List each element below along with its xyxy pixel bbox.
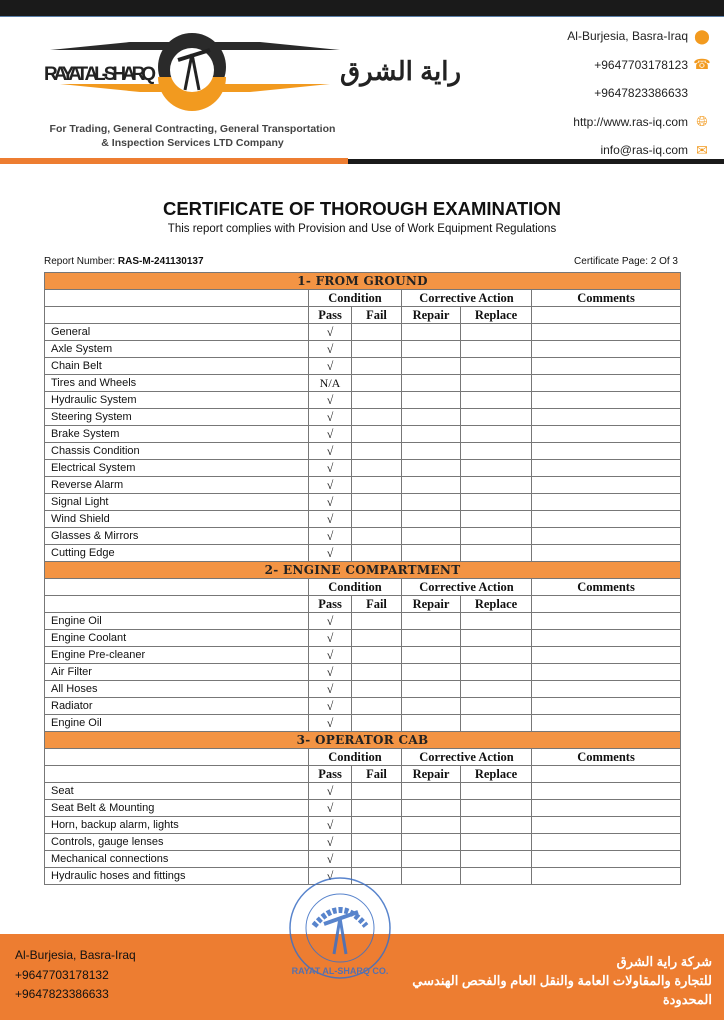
document-title: CERTIFICATE OF THOROUGH EXAMINATION (162, 198, 562, 219)
fail-cell (352, 817, 402, 834)
item-label: Seat Belt & Mounting (45, 800, 309, 817)
item-label: Signal Light (45, 494, 309, 511)
comments-cell (532, 392, 681, 409)
item-label: Seat (45, 783, 309, 800)
comments-header: Comments (532, 579, 681, 596)
item-label: Mechanical connections (45, 851, 309, 868)
contact-text: Al-Burjesia, Basra-Iraq (567, 29, 688, 44)
item-label: Glasses & Mirrors (45, 528, 309, 545)
fail-cell (352, 834, 402, 851)
repair-cell (402, 545, 461, 562)
repair-cell (402, 494, 461, 511)
examination-table (44, 272, 681, 885)
fail-cell (352, 324, 402, 341)
table-row (45, 375, 681, 392)
replace-cell (461, 868, 532, 885)
comments-header: Comments (532, 749, 681, 766)
comments-cell (532, 834, 681, 851)
company-logo (40, 22, 462, 122)
comments-cell (532, 426, 681, 443)
footer-address: Al-Burjesia, Basra-Iraq (15, 948, 136, 962)
pass-cell: √ (309, 324, 352, 341)
fail-header: Fail (352, 766, 402, 783)
repair-cell (402, 817, 461, 834)
table-row (45, 851, 681, 868)
replace-cell (461, 715, 532, 732)
footer-ar-line-1: شركة راية الشرق (616, 954, 712, 969)
contact-website[interactable] (567, 108, 710, 137)
contact-text: +9647823386633 (594, 86, 688, 101)
repair-cell (402, 834, 461, 851)
pass-cell: √ (309, 392, 352, 409)
comments-cell (532, 715, 681, 732)
repair-header: Repair (402, 596, 461, 613)
column-group-header-row (45, 290, 681, 307)
table-row (45, 834, 681, 851)
pass-cell: √ (309, 613, 352, 630)
header-contacts (567, 22, 710, 165)
footer-contacts (15, 946, 136, 1005)
replace-cell (461, 698, 532, 715)
replace-cell (461, 494, 532, 511)
comments-cell (532, 477, 681, 494)
item-label: Hydraulic System (45, 392, 309, 409)
repair-cell (402, 477, 461, 494)
fail-cell (352, 494, 402, 511)
pass-header: Pass (309, 766, 352, 783)
pass-cell: √ (309, 834, 352, 851)
fail-cell (352, 783, 402, 800)
comments-cell (532, 375, 681, 392)
svg-text:RAYAT AL-SHARQ: RAYAT AL-SHARQ (44, 64, 156, 85)
pass-cell: √ (309, 409, 352, 426)
replace-cell (461, 324, 532, 341)
comments-cell (532, 341, 681, 358)
table-row (45, 460, 681, 477)
blank-cell (45, 596, 309, 613)
pass-cell: √ (309, 664, 352, 681)
top-bar (0, 0, 724, 17)
comments-cell (532, 324, 681, 341)
table-row (45, 409, 681, 426)
fail-cell (352, 477, 402, 494)
item-label: Air Filter (45, 664, 309, 681)
comments-cell (532, 851, 681, 868)
replace-cell (461, 783, 532, 800)
repair-cell (402, 664, 461, 681)
pass-cell: √ (309, 851, 352, 868)
item-label: Cutting Edge (45, 545, 309, 562)
pass-cell: √ (309, 341, 352, 358)
column-header-row (45, 307, 681, 324)
section-header-row (45, 562, 681, 579)
item-label: Hydraulic hoses and fittings (45, 868, 309, 885)
table-row (45, 477, 681, 494)
repair-cell (402, 783, 461, 800)
table-row (45, 358, 681, 375)
column-group-header-row (45, 579, 681, 596)
email-link[interactable]: info@ras-iq.com (600, 143, 688, 158)
table-row (45, 783, 681, 800)
pass-cell: √ (309, 715, 352, 732)
table-row (45, 800, 681, 817)
repair-cell (402, 341, 461, 358)
fail-cell (352, 698, 402, 715)
repair-cell (402, 715, 461, 732)
footer-ar-line-3: المحدودة (662, 992, 712, 1007)
repair-cell (402, 851, 461, 868)
envelope-icon: ✉ (696, 141, 708, 158)
fail-cell (352, 800, 402, 817)
fail-cell (352, 528, 402, 545)
replace-cell (461, 613, 532, 630)
fail-cell (352, 851, 402, 868)
blank-cell (45, 766, 309, 783)
svg-text:RAYAT AL-SHARQ CO.: RAYAT AL-SHARQ CO. (291, 966, 389, 976)
pass-cell: √ (309, 443, 352, 460)
footer-ar-line-2: للتجارة والمقاولات العامة والنقل العام والفحص الهندسي (412, 973, 712, 988)
fail-cell (352, 715, 402, 732)
table-row (45, 324, 681, 341)
repair-cell (402, 358, 461, 375)
replace-cell (461, 341, 532, 358)
corrective-action-header: Corrective Action (402, 290, 532, 307)
repair-cell (402, 528, 461, 545)
repair-cell (402, 426, 461, 443)
pass-cell: √ (309, 783, 352, 800)
corrective-action-header: Corrective Action (402, 579, 532, 596)
location-pin-icon: ⬤ (694, 27, 710, 44)
blank-cell (532, 307, 681, 324)
table-row (45, 528, 681, 545)
footer-phone-2: +9647823386633 (15, 987, 109, 1001)
repair-cell (402, 375, 461, 392)
report-number-value: RAS-M-241130137 (117, 256, 204, 267)
repair-header: Repair (402, 307, 461, 324)
pass-cell: √ (309, 426, 352, 443)
condition-header: Condition (309, 749, 402, 766)
replace-cell (461, 392, 532, 409)
repair-cell (402, 681, 461, 698)
item-label: All Hoses (45, 681, 309, 698)
fail-cell (352, 647, 402, 664)
column-header-row (45, 766, 681, 783)
replace-cell (461, 443, 532, 460)
section-header-row (45, 273, 681, 290)
repair-cell (402, 409, 461, 426)
item-label: Electrical System (45, 460, 309, 477)
pass-cell: √ (309, 800, 352, 817)
repair-cell (402, 698, 461, 715)
comments-cell (532, 494, 681, 511)
company-tagline (30, 122, 355, 150)
blank-cell (45, 749, 309, 766)
repair-header: Repair (402, 766, 461, 783)
replace-cell (461, 851, 532, 868)
repair-cell (402, 324, 461, 341)
pass-cell: √ (309, 868, 352, 885)
comments-cell (532, 511, 681, 528)
comments-cell (532, 460, 681, 477)
pass-cell: √ (309, 528, 352, 545)
pass-cell: √ (309, 817, 352, 834)
blank-cell (45, 579, 309, 596)
item-label: Engine Coolant (45, 630, 309, 647)
fail-cell (352, 460, 402, 477)
contact-text: +9647703178123 (594, 57, 688, 72)
comments-header: Comments (532, 290, 681, 307)
footer-phone-1: +9647703178132 (15, 967, 109, 982)
item-label: Engine Pre-cleaner (45, 647, 309, 664)
comments-cell (532, 800, 681, 817)
comments-cell (532, 630, 681, 647)
column-header-row (45, 596, 681, 613)
comments-cell (532, 664, 681, 681)
repair-cell (402, 868, 461, 885)
section-title: 2- ENGINE COMPARTMENT (45, 562, 681, 579)
table-row (45, 681, 681, 698)
table-row (45, 698, 681, 715)
table-row (45, 630, 681, 647)
fail-cell (352, 681, 402, 698)
certificate-page: Certificate Page: 2 Of 3 (574, 256, 678, 267)
condition-header: Condition (309, 290, 402, 307)
pass-cell: √ (309, 494, 352, 511)
replace-cell (461, 426, 532, 443)
corrective-action-header: Corrective Action (402, 749, 532, 766)
contact-address (567, 22, 710, 51)
replace-cell (461, 681, 532, 698)
comments-cell (532, 868, 681, 885)
replace-cell (461, 409, 532, 426)
comments-cell (532, 647, 681, 664)
blank-cell (45, 290, 309, 307)
item-label: Radiator (45, 698, 309, 715)
pass-cell: √ (309, 545, 352, 562)
replace-cell (461, 358, 532, 375)
fail-cell (352, 426, 402, 443)
replace-cell (461, 545, 532, 562)
fail-cell (352, 545, 402, 562)
repair-cell (402, 647, 461, 664)
pass-cell: √ (309, 647, 352, 664)
table-row (45, 443, 681, 460)
table-row (45, 392, 681, 409)
pass-cell: √ (309, 681, 352, 698)
repair-cell (402, 613, 461, 630)
section-title: 3- OPERATOR CAB (45, 732, 681, 749)
fail-cell (352, 443, 402, 460)
contact-phone-1 (567, 51, 710, 80)
tagline-line-1: For Trading, General Contracting, General Transportation (49, 123, 336, 135)
item-label: Horn, backup alarm, lights (45, 817, 309, 834)
replace-header: Replace (461, 766, 532, 783)
table-row (45, 817, 681, 834)
item-label: Engine Oil (45, 613, 309, 630)
replace-cell (461, 528, 532, 545)
item-label: Steering System (45, 409, 309, 426)
replace-cell (461, 817, 532, 834)
table-row (45, 511, 681, 528)
repair-cell (402, 392, 461, 409)
replace-cell (461, 511, 532, 528)
comments-cell (532, 528, 681, 545)
item-label: Axle System (45, 341, 309, 358)
repair-cell (402, 800, 461, 817)
footer-company-arabic (412, 952, 712, 1009)
replace-cell (461, 630, 532, 647)
section-title: 1- FROM GROUND (45, 273, 681, 290)
pass-header: Pass (309, 307, 352, 324)
fail-cell (352, 409, 402, 426)
comments-cell (532, 443, 681, 460)
fail-cell (352, 358, 402, 375)
fail-cell (352, 392, 402, 409)
item-label: Controls, gauge lenses (45, 834, 309, 851)
table-row (45, 715, 681, 732)
repair-cell (402, 443, 461, 460)
item-label: Engine Oil (45, 715, 309, 732)
pass-cell: √ (309, 358, 352, 375)
item-label: Brake System (45, 426, 309, 443)
item-label: Tires and Wheels (45, 375, 309, 392)
comments-cell (532, 545, 681, 562)
item-label: Chassis Condition (45, 443, 309, 460)
header-divider-orange (0, 158, 348, 164)
blank-cell (45, 307, 309, 324)
fail-cell (352, 630, 402, 647)
fail-cell (352, 613, 402, 630)
table-row (45, 341, 681, 358)
fail-cell (352, 511, 402, 528)
fail-cell (352, 375, 402, 392)
repair-cell (402, 460, 461, 477)
comments-cell (532, 681, 681, 698)
repair-cell (402, 511, 461, 528)
replace-header: Replace (461, 596, 532, 613)
contact-phone-2 (567, 79, 710, 108)
company-stamp (284, 874, 396, 982)
fail-cell (352, 664, 402, 681)
table-row (45, 545, 681, 562)
pass-cell: √ (309, 511, 352, 528)
replace-cell (461, 375, 532, 392)
table-row (45, 664, 681, 681)
pass-cell: N/A (309, 375, 352, 392)
tagline-line-2: & Inspection Services LTD Company (101, 137, 284, 149)
report-number (44, 256, 204, 267)
column-group-header-row (45, 749, 681, 766)
item-label: General (45, 324, 309, 341)
comments-cell (532, 698, 681, 715)
item-label: Chain Belt (45, 358, 309, 375)
header-divider-black (348, 159, 724, 164)
comments-cell (532, 409, 681, 426)
comments-cell (532, 783, 681, 800)
condition-header: Condition (309, 579, 402, 596)
item-label: Reverse Alarm (45, 477, 309, 494)
svg-text:راية الشرق: راية الشرق (340, 56, 462, 86)
replace-header: Replace (461, 307, 532, 324)
table-row (45, 426, 681, 443)
replace-cell (461, 834, 532, 851)
replace-cell (461, 477, 532, 494)
fail-header: Fail (352, 596, 402, 613)
replace-cell (461, 800, 532, 817)
replace-cell (461, 460, 532, 477)
comments-cell (532, 613, 681, 630)
globe-icon: 🌐︎ (696, 113, 708, 130)
section-header-row (45, 732, 681, 749)
replace-cell (461, 664, 532, 681)
website-link[interactable]: http://www.ras-iq.com (573, 114, 688, 129)
fail-header: Fail (352, 307, 402, 324)
pass-cell: √ (309, 630, 352, 647)
pass-cell: √ (309, 698, 352, 715)
blank-cell (532, 766, 681, 783)
table-row (45, 494, 681, 511)
item-label: Wind Shield (45, 511, 309, 528)
repair-cell (402, 630, 461, 647)
pass-cell: √ (309, 477, 352, 494)
document-subtitle: This report complies with Provision and Use of Work Equipment Regulations (167, 223, 557, 235)
pass-cell: √ (309, 460, 352, 477)
replace-cell (461, 647, 532, 664)
comments-cell (532, 817, 681, 834)
blank-cell (532, 596, 681, 613)
table-row (45, 613, 681, 630)
report-number-label: Report Number: (44, 256, 118, 267)
pass-header: Pass (309, 596, 352, 613)
fail-cell (352, 341, 402, 358)
table-row (45, 647, 681, 664)
comments-cell (532, 358, 681, 375)
telephone-icon: ☎ (693, 56, 711, 73)
